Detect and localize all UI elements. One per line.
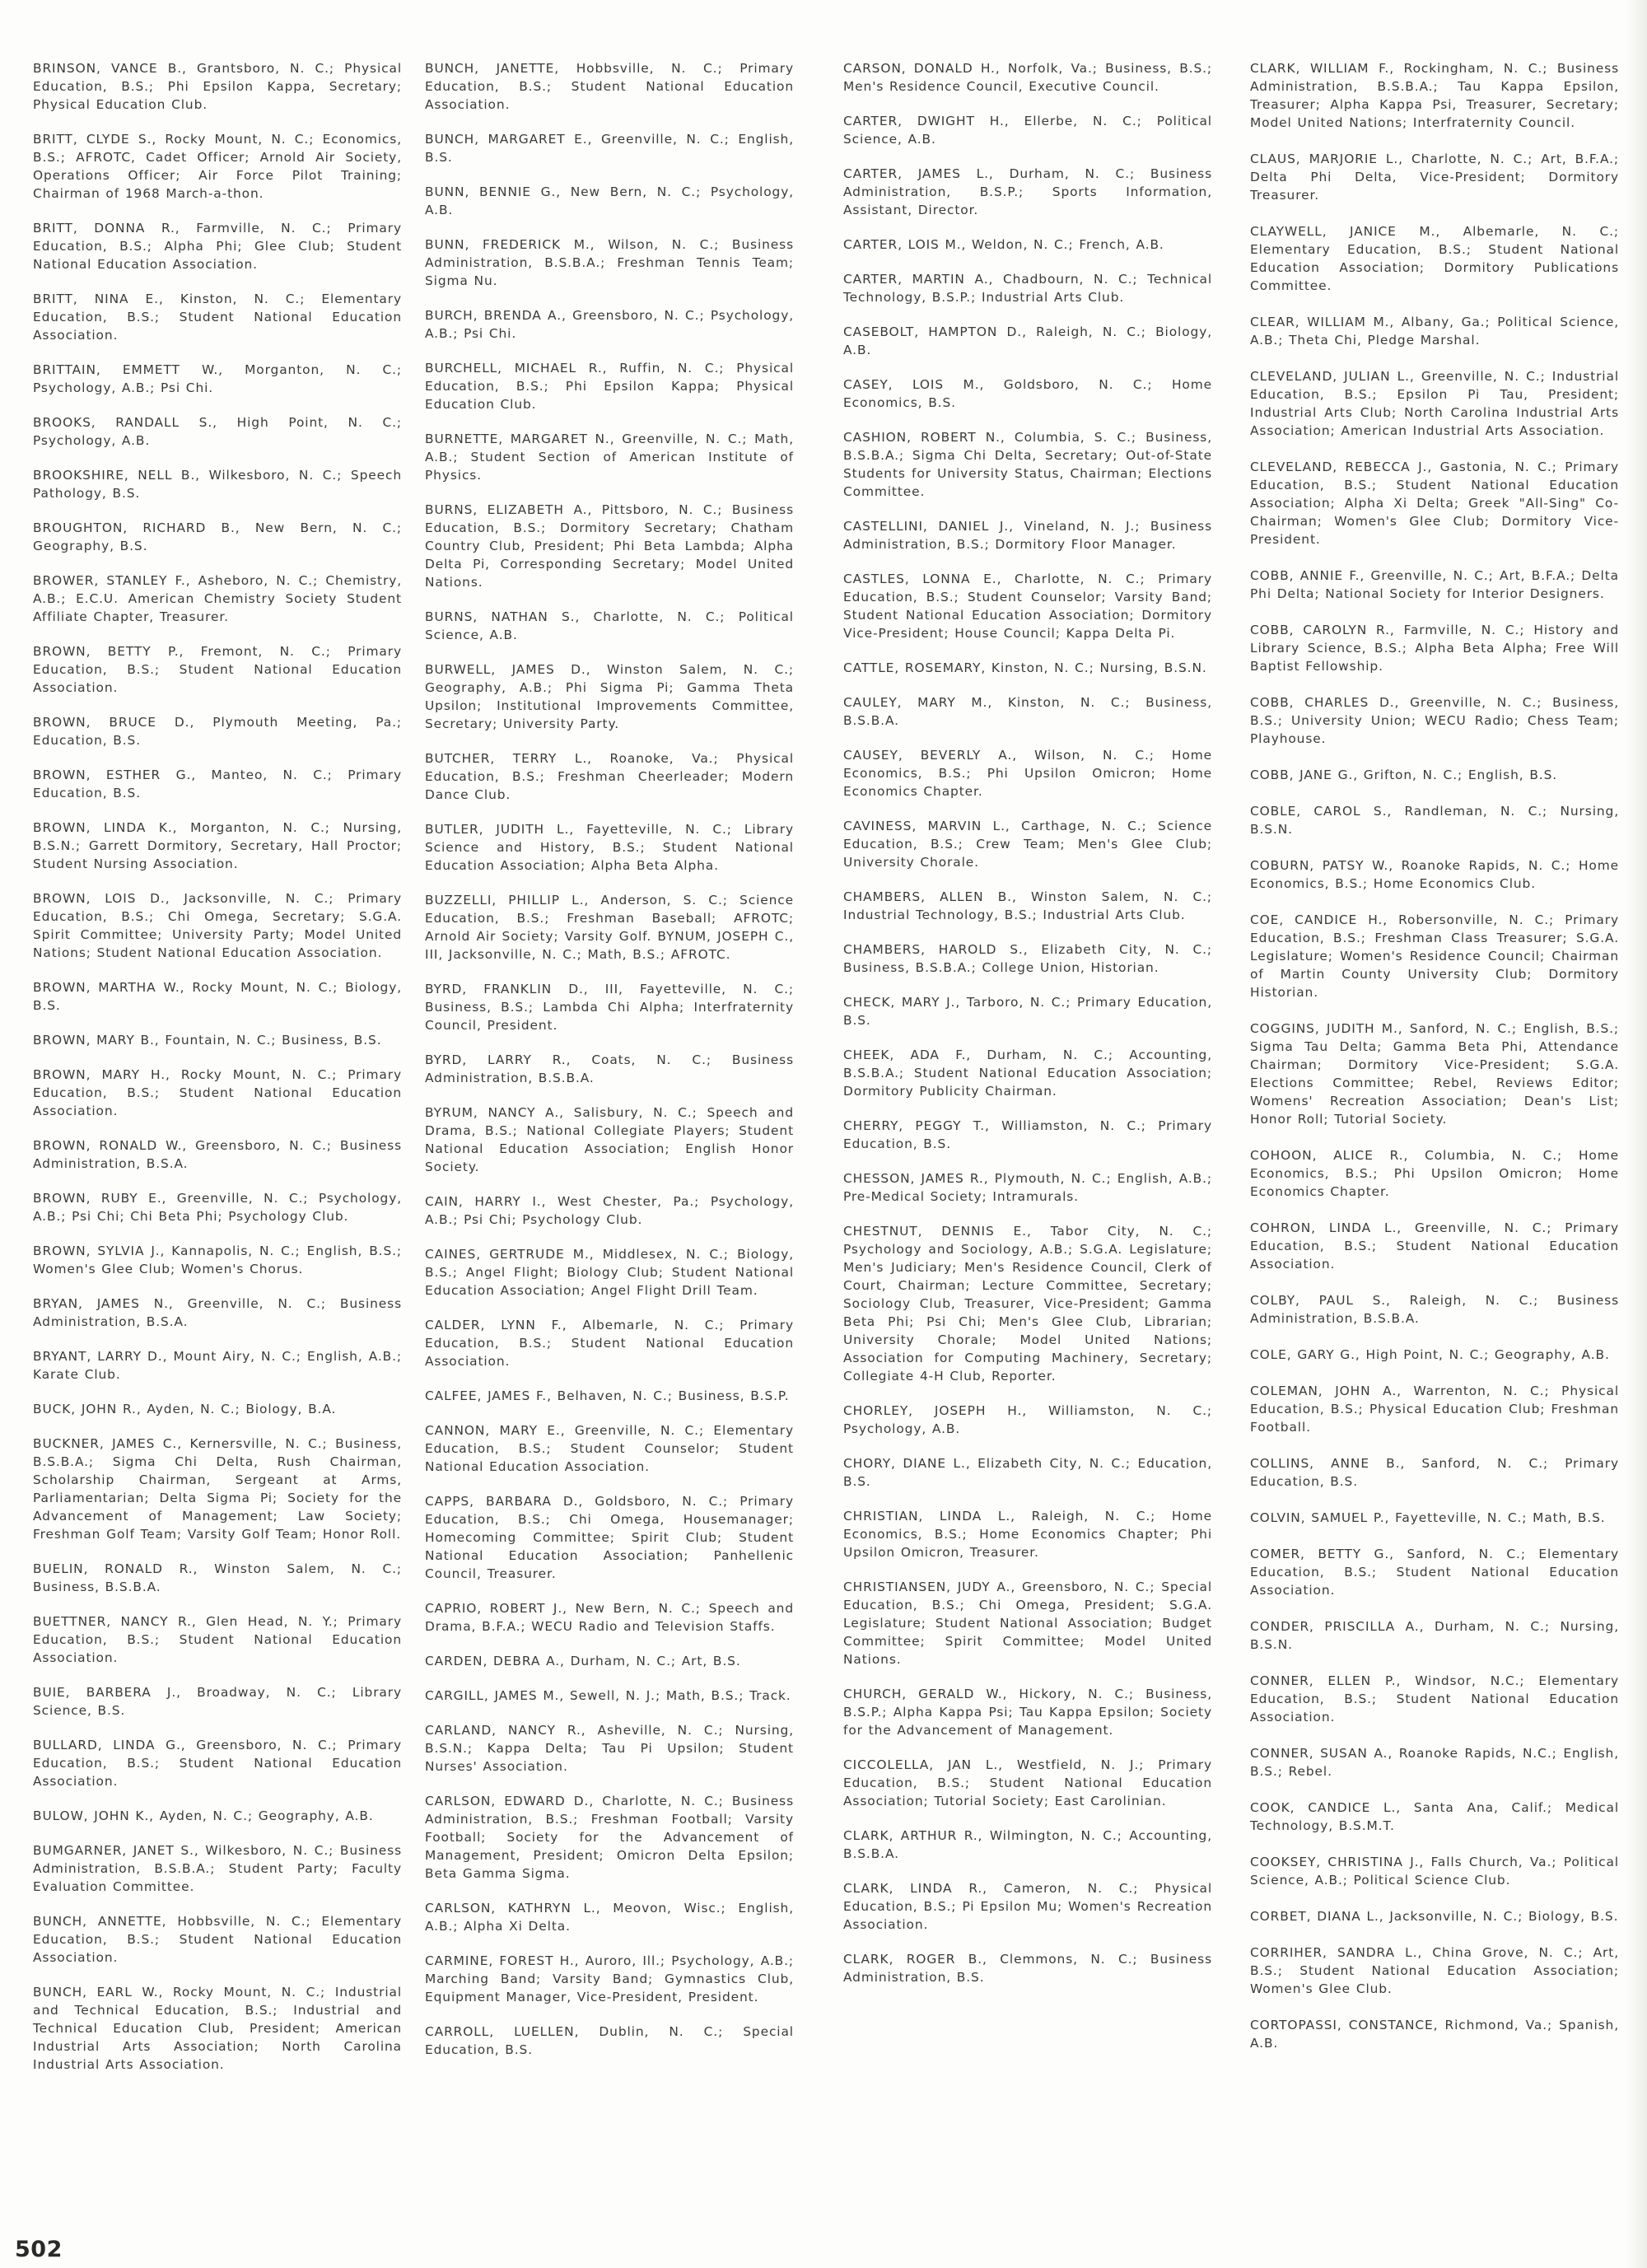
student-entry: COBLE, CAROL S., Randleman, N. C.; Nursing, B.S.N. [1250, 804, 1619, 837]
student-entry: CHAMBERS, ALLEN B., Winston Salem, N. C.; Industrial Technology, B.S.; Industrial Arts Club. [843, 889, 1212, 922]
student-entry: CLAYWELL, JANICE M., Albemarle, N. C.; Elementary Education, B.S.; Student National Education Association; Dormitory Publications Committee. [1250, 224, 1619, 293]
student-entry: COLLINS, ANNE B., Sanford, N. C.; Primary Education, B.S. [1250, 1456, 1619, 1489]
student-entry: BROWN, BETTY P., Fremont, N. C.; Primary Education, B.S.; Student National Education Association. [33, 644, 402, 695]
student-entry: BULOW, JOHN K., Ayden, N. C.; Geography, A.B. [33, 1808, 374, 1823]
student-entry: CHESSON, JAMES R., Plymouth, N. C.; English, A.B.; Pre-Medical Society; Intramurals. [843, 1171, 1212, 1204]
student-entry: COBB, ANNIE F., Greenville, N. C.; Art, B.F.A.; Delta Phi Delta; National Society for Interior Designers. [1250, 568, 1619, 601]
column-4 [1250, 59, 1619, 2070]
student-entry: BROWN, MARTHA W., Rocky Mount, N. C.; Biology, B.S. [33, 980, 402, 1013]
student-entry: BROWN, SYLVIA J., Kannapolis, N. C.; English, B.S.; Women's Glee Club; Women's Chorus. [33, 1244, 402, 1276]
student-entry: CASHION, ROBERT N., Columbia, S. C.; Business, B.S.B.A.; Sigma Chi Delta, Secretary; Out-of-State Students for University Status, Chairman; Elections Committee. [843, 430, 1212, 499]
student-entry: CANNON, MARY E., Greenville, N. C.; Elementary Education, B.S.; Student Counselor; Student National Education Association. [425, 1423, 794, 1474]
student-entry: CAPRIO, ROBERT J., New Bern, N. C.; Speech and Drama, B.F.A.; WECU Radio and Television Staffs. [425, 1601, 794, 1634]
student-entry: CARTER, LOIS M., Weldon, N. C.; French, A.B. [843, 237, 1164, 252]
student-entry: CARMINE, FOREST H., Auroro, Ill.; Psychology, A.B.; Marching Band; Varsity Band; Gymnastics Club, Equipment Manager, Vice-President, President. [425, 1953, 794, 2004]
student-entry: COE, CANDICE H., Robersonville, N. C.; Primary Education, B.S.; Freshman Class Treasurer; S.G.A. Legislature; Women's Residence Council; Chairman of Martin County University Club; Dormitory Historian. [1250, 912, 1619, 1000]
student-entry: BURNETTE, MARGARET N., Greenville, N. C.; Math, A.B.; Student Section of American Institute of Physics. [425, 432, 794, 483]
student-entry: BROWN, ESTHER G., Manteo, N. C.; Primary Education, B.S. [33, 768, 402, 800]
student-entry: COLE, GARY G., High Point, N. C.; Geography, A.B. [1250, 1347, 1610, 1362]
student-entry: CASTLES, LONNA E., Charlotte, N. C.; Primary Education, B.S.; Student Counselor; Varsity Band; Student National Education Association; Dormitory Vice-President; House Council; Kappa Delta Pi. [843, 572, 1212, 641]
student-entry: CORTOPASSI, CONSTANCE, Richmond, Va.; Spanish, A.B. [1250, 2018, 1619, 2051]
student-entry: BYRD, FRANKLIN D., III, Fayetteville, N. C.; Business, B.S.; Lambda Chi Alpha; Interfraternity Council, President. [425, 982, 794, 1033]
student-entry: BUNCH, ANNETTE, Hobbsville, N. C.; Elementary Education, B.S.; Student National Education Association. [33, 1914, 402, 1965]
student-entry: CALDER, LYNN F., Albemarle, N. C.; Primary Education, B.S.; Student National Education Association. [425, 1318, 794, 1369]
student-entry: BROWN, LINDA K., Morganton, N. C.; Nursing, B.S.N.; Garrett Dormitory, Secretary, Hall Proctor; Student Nursing Association. [33, 820, 402, 871]
student-entry: COHOON, ALICE R., Columbia, N. C.; Home Economics, B.S.; Phi Upsilon Omicron; Home Economics Chapter. [1250, 1148, 1619, 1199]
student-entry: CLEVELAND, REBECCA J., Gastonia, N. C.; Primary Education, B.S.; Student National Education Association; Alpha Xi Delta; Greek "All-Sing" Co-Chairman; Women's Glee Club; Dormitory Vice-President. [1250, 460, 1619, 547]
student-entry: BUETTNER, NANCY R., Glen Head, N. Y.; Primary Education, B.S.; Student National Education Association. [33, 1614, 402, 1665]
student-entry: BURNS, NATHAN S., Charlotte, N. C.; Political Science, A.B. [425, 609, 794, 642]
student-entry: BURCHELL, MICHAEL R., Ruffin, N. C.; Physical Education, B.S.; Phi Epsilon Kappa; Physical Education Club. [425, 361, 794, 412]
student-entry: BRYAN, JAMES N., Greenville, N. C.; Business Administration, B.S.A. [33, 1296, 402, 1329]
student-entry: BROWN, BRUCE D., Plymouth Meeting, Pa.; Education, B.S. [33, 715, 402, 748]
student-entry: COOK, CANDICE L., Santa Ana, Calif.; Medical Technology, B.S.M.T. [1250, 1800, 1619, 1833]
student-entry: CARSON, DONALD H., Norfolk, Va.; Business, B.S.; Men's Residence Council, Executive Council. [843, 61, 1212, 94]
student-entry: BROOKSHIRE, NELL B., Wilkesboro, N. C.; Speech Pathology, B.S. [33, 468, 402, 501]
student-entry: CASTELLINI, DANIEL J., Vineland, N. J.; Business Administration, B.S.; Dormitory Floor Manager. [843, 519, 1212, 552]
student-entry: CARLSON, EDWARD D., Charlotte, N. C.; Business Administration, B.S.; Freshman Football; Varsity Football; Society for the Advancement of Management, President; Omicron Delta Epsilon; Beta Gamma Sigma. [425, 1794, 794, 1881]
student-entry: CARLAND, NANCY R., Asheville, N. C.; Nursing, B.S.N.; Kappa Delta; Tau Pi Upsilon; Student Nurses' Association. [425, 1723, 794, 1774]
student-entry: BYRD, LARRY R., Coats, N. C.; Business Administration, B.S.B.A. [425, 1052, 794, 1085]
student-entry: CHEEK, ADA F., Durham, N. C.; Accounting, B.S.B.A.; Student National Education Association; Dormitory Publicity Chairman. [843, 1048, 1212, 1099]
student-entry: CHORY, DIANE L., Elizabeth City, N. C.; Education, B.S. [843, 1456, 1212, 1489]
student-entry: BUELIN, RONALD R., Winston Salem, N. C.; Business, B.S.B.A. [33, 1561, 402, 1594]
student-entry: BURCH, BRENDA A., Greensboro, N. C.; Psychology, A.B.; Psi Chi. [425, 308, 794, 341]
student-entry: BROUGHTON, RICHARD B., New Bern, N. C.; Geography, B.S. [33, 520, 402, 553]
student-entry: BURNS, ELIZABETH A., Pittsboro, N. C.; Business Education, B.S.; Dormitory Secretary; Chatham Country Club, President; Phi Beta Lambda; Alpha Delta Pi, Corresponding Secretary; Model United Nations. [425, 502, 794, 590]
student-entry: BYRUM, NANCY A., Salisbury, N. C.; Speech and Drama, B.S.; National Collegiate Players; Student National Education Association; English Honor Society. [425, 1105, 794, 1174]
student-entry: CICCOLELLA, JAN L., Westfield, N. J.; Primary Education, B.S.; Student National Education Association; Tutorial Society; East Carolinian. [843, 1757, 1212, 1808]
student-entry: COMER, BETTY G., Sanford, N. C.; Elementary Education, B.S.; Student National Education Association. [1250, 1547, 1619, 1598]
student-entry: BROWN, MARY H., Rocky Mount, N. C.; Primary Education, B.S.; Student National Education Association. [33, 1067, 402, 1118]
student-entry: BUTLER, JUDITH L., Fayetteville, N. C.; Library Science and History, B.S.; Student National Education Association; Alpha Beta Alpha. [425, 822, 794, 873]
student-entry: CARDEN, DEBRA A., Durham, N. C.; Art, B.S. [425, 1654, 741, 1668]
student-entry: COLVIN, SAMUEL P., Fayetteville, N. C.; Math, B.S. [1250, 1510, 1606, 1525]
student-entry: COLEMAN, JOHN A., Warrenton, N. C.; Physical Education, B.S.; Physical Education Club; Freshman Football. [1250, 1384, 1619, 1435]
student-entry: CARROLL, LUELLEN, Dublin, N. C.; Special Education, B.S. [425, 2024, 794, 2057]
student-entry: COOKSEY, CHRISTINA J., Falls Church, Va.; Political Science, A.B.; Political Science Club. [1250, 1855, 1619, 1888]
student-entry: BROWN, RONALD W., Greensboro, N. C.; Business Administration, B.S.A. [33, 1138, 402, 1171]
student-entry: CLAUS, MARJORIE L., Charlotte, N. C.; Art, B.F.A.; Delta Phi Delta, Vice-President; Dormitory Treasurer. [1250, 152, 1619, 203]
student-entry: BRITT, DONNA R., Farmville, N. C.; Primary Education, B.S.; Alpha Phi; Glee Club; Student National Education Association. [33, 221, 402, 272]
student-entry: BUNCH, JANETTE, Hobbsville, N. C.; Primary Education, B.S.; Student National Education Association. [425, 61, 794, 112]
student-entry: CONDER, PRISCILLA A., Durham, N. C.; Nursing, B.S.N. [1250, 1619, 1619, 1652]
page-edge-shadow [1626, 0, 1647, 2268]
student-entry: CHESTNUT, DENNIS E., Tabor City, N. C.; Psychology and Sociology, A.B.; S.G.A. Legislature; Men's Judiciary; Men's Residence Council, Clerk of Court, Chairman; Lecture Committee, Secretary; Sociology Club, Treasurer, Vice-President; Gamma Beta Phi; Psi Chi; Men's Glee Club, Librarian; University Chorale; Model United Nations; Association for Computing Machinery, Secretary; Collegiate 4-H Club, Reporter. [843, 1224, 1212, 1384]
student-entry: CHRISTIAN, LINDA L., Raleigh, N. C.; Home Economics, B.S.; Home Economics Chapter; Phi Upsilon Omicron, Treasurer. [843, 1509, 1212, 1560]
student-entry: CONNER, ELLEN P., Windsor, N.C.; Elementary Education, B.S.; Student National Education Association. [1250, 1673, 1619, 1724]
student-entry: CONNER, SUSAN A., Roanoke Rapids, N.C.; English, B.S.; Rebel. [1250, 1746, 1619, 1779]
student-entry: BURWELL, JAMES D., Winston Salem, N. C.; Geography, A.B.; Phi Sigma Pi; Gamma Theta Upsilon; Institutional Improvements Committee, Secretary; University Party. [425, 662, 794, 731]
student-entry: COBB, CHARLES D., Greenville, N. C.; Business, B.S.; University Union; WECU Radio; Chess Team; Playhouse. [1250, 695, 1619, 746]
student-entry: CAUSEY, BEVERLY A., Wilson, N. C.; Home Economics, B.S.; Phi Upsilon Omicron; Home Economics Chapter. [843, 748, 1212, 799]
student-entry: CARTER, JAMES L., Durham, N. C.; Business Administration, B.S.P.; Sports Information, Assistant, Director. [843, 166, 1212, 217]
student-entry: CLEAR, WILLIAM M., Albany, Ga.; Political Science, A.B.; Theta Chi, Pledge Marshal. [1250, 315, 1619, 348]
student-entry: CASEY, LOIS M., Goldsboro, N. C.; Home Economics, B.S. [843, 377, 1212, 410]
student-entry: BRYANT, LARRY D., Mount Airy, N. C.; English, A.B.; Karate Club. [33, 1349, 402, 1382]
student-entry: BRITT, NINA E., Kinston, N. C.; Elementary Education, B.S.; Student National Education Association. [33, 292, 402, 343]
student-entry: COGGINS, JUDITH M., Sanford, N. C.; English, B.S.; Sigma Tau Delta; Gamma Beta Phi, Attendance Chairman; Dormitory Vice-President; S.G.A. Elections Committee; Rebel, Reviews Editor; Womens' Recreation Association; Dean's List; Honor Roll; Tutorial Society. [1250, 1021, 1619, 1127]
student-entry: CALFEE, JAMES F., Belhaven, N. C.; Business, B.S.P. [425, 1388, 790, 1403]
student-entry: CHAMBERS, HAROLD S., Elizabeth City, N. C.; Business, B.S.B.A.; College Union, Historian. [843, 942, 1212, 975]
student-entry: CHURCH, GERALD W., Hickory, N. C.; Business, B.S.P.; Alpha Kappa Psi; Tau Kappa Epsilon; Society for the Advancement of Management. [843, 1687, 1212, 1738]
student-entry: CAPPS, BARBARA D., Goldsboro, N. C.; Primary Education, B.S.; Chi Omega, Housemanager; Homecoming Committee; Spirit Club; Student National Education Association; Panhellenic Council, Treasurer. [425, 1494, 794, 1581]
student-entry: BROOKS, RANDALL S., High Point, N. C.; Psychology, A.B. [33, 415, 402, 448]
student-entry: BUTCHER, TERRY L., Roanoke, Va.; Physical Education, B.S.; Freshman Cheerleader; Modern Dance Club. [425, 751, 794, 802]
student-entry: CASEBOLT, HAMPTON D., Raleigh, N. C.; Biology, A.B. [843, 324, 1212, 357]
column-2 [425, 59, 794, 2075]
student-entry: COHRON, LINDA L., Greenville, N. C.; Primary Education, B.S.; Student National Education Association. [1250, 1220, 1619, 1272]
student-entry: CHECK, MARY J., Tarboro, N. C.; Primary Education, B.S. [843, 995, 1212, 1028]
student-entry: CAVINESS, MARVIN L., Carthage, N. C.; Science Education, B.S.; Crew Team; Men's Glee Club; University Chorale. [843, 819, 1212, 870]
student-entry: CORBET, DIANA L., Jacksonville, N. C.; Biology, B.S. [1250, 1909, 1619, 1924]
student-entry: BUZZELLI, PHILLIP L., Anderson, S. C.; Science Education, B.S.; Freshman Baseball; AFROTC; Arnold Air Society; Varsity Golf. BYNUM, JOSEPH C., III, Jacksonville, N. C.; Math, B.S.; AFROTC. [425, 893, 794, 962]
student-entry: COBB, JANE G., Grifton, N. C.; English, B.S. [1250, 768, 1558, 782]
page-number: 502 [15, 2237, 63, 2262]
student-entry: CLEVELAND, JULIAN L., Greenville, N. C.; Industrial Education, B.S.; Epsilon Pi Tau, President; Industrial Arts Club; North Carolina Industrial Arts Association; American Industrial Arts Association. [1250, 369, 1619, 438]
student-entry: CLARK, WILLIAM F., Rockingham, N. C.; Business Administration, B.S.B.A.; Tau Kappa Epsilon, Treasurer; Alpha Kappa Psi, Treasurer, Secretary; Model United Nations; Interfraternity Council. [1250, 61, 1619, 130]
student-entry: CLARK, ARTHUR R., Wilmington, N. C.; Accounting, B.S.B.A. [843, 1828, 1212, 1861]
student-entry: BULLARD, LINDA G., Greensboro, N. C.; Primary Education, B.S.; Student National Education Association. [33, 1738, 402, 1789]
student-entry: BUCK, JOHN R., Ayden, N. C.; Biology, B.A. [33, 1402, 337, 1416]
student-entry: CARLSON, KATHRYN L., Meovon, Wisc.; English, A.B.; Alpha Xi Delta. [425, 1901, 794, 1934]
student-entry: BROWN, LOIS D., Jacksonville, N. C.; Primary Education, B.S.; Chi Omega, Secretary; S.G.A. Spirit Committee; University Party; Model United Nations; Student National Education Association. [33, 891, 402, 960]
column-1 [33, 59, 402, 2090]
student-entry: BUNCH, MARGARET E., Greenville, N. C.; English, B.S. [425, 132, 794, 165]
student-entry: BUCKNER, JAMES C., Kernersville, N. C.; Business, B.S.B.A.; Sigma Chi Delta, Rush Chairman, Scholarship Chairman, Sergeant at Arms, Parliamentarian; Delta Sigma Pi; Society for the Advancement of Management; Law Society; Freshman Golf Team; Varsity Golf Team; Honor Roll. [33, 1436, 402, 1542]
student-entry: CHRISTIANSEN, JUDY A., Greensboro, N. C.; Special Education, B.S.; Chi Omega, President; S.G.A. Legislature; Student National Association; Budget Committee; Spirit Committee; Model United Nations. [843, 1580, 1212, 1667]
student-entry: BUIE, BARBERA J., Broadway, N. C.; Library Science, B.S. [33, 1685, 402, 1718]
student-entry: CLARK, LINDA R., Cameron, N. C.; Physical Education, B.S.; Pi Epsilon Mu; Women's Recreation Association. [843, 1881, 1212, 1932]
student-entry: BRITTAIN, EMMETT W., Morganton, N. C.; Psychology, A.B.; Psi Chi. [33, 362, 402, 395]
student-entry: BRINSON, VANCE B., Grantsboro, N. C.; Physical Education, B.S.; Phi Epsilon Kappa, Secretary; Physical Education Club. [33, 61, 402, 112]
column-3 [843, 59, 1212, 2003]
student-entry: CAULEY, MARY M., Kinston, N. C.; Business, B.S.B.A. [843, 695, 1212, 728]
student-entry: CATTLE, ROSEMARY, Kinston, N. C.; Nursing, B.S.N. [843, 660, 1207, 675]
student-entry: CLARK, ROGER B., Clemmons, N. C.; Business Administration, B.S. [843, 1952, 1212, 1985]
student-entry: CARTER, DWIGHT H., Ellerbe, N. C.; Political Science, A.B. [843, 114, 1212, 147]
student-entry: CAINES, GERTRUDE M., Middlesex, N. C.; Biology, B.S.; Angel Flight; Biology Club; Student National Education Association; Angel Flight Drill Team. [425, 1247, 794, 1298]
student-entry: CORRIHER, SANDRA L., China Grove, N. C.; Art, B.S.; Student National Education Association; Women's Glee Club. [1250, 1945, 1619, 1996]
student-entry: BROWN, MARY B., Fountain, N. C.; Business, B.S. [33, 1033, 382, 1048]
student-entry: BROWN, RUBY E., Greenville, N. C.; Psychology, A.B.; Psi Chi; Chi Beta Phi; Psychology Club. [33, 1191, 402, 1224]
student-entry: BUNCH, EARL W., Rocky Mount, N. C.; Industrial and Technical Education, B.S.; Industrial and Technical Education Club, President; American Industrial Arts Association; North Carolina Industrial Arts Association. [33, 1985, 402, 2072]
student-entry: CARTER, MARTIN A., Chadbourn, N. C.; Technical Technology, B.S.P.; Industrial Arts Club. [843, 272, 1212, 305]
student-entry: BRITT, CLYDE S., Rocky Mount, N. C.; Economics, B.S.; AFROTC, Cadet Officer; Arnold Air Society, Operations Officer; Air Force Pilot Training; Chairman of 1968 March-a-thon. [33, 132, 402, 201]
student-entry: COBURN, PATSY W., Roanoke Rapids, N. C.; Home Economics, B.S.; Home Economics Club. [1250, 858, 1619, 891]
student-entry: BUNN, FREDERICK M., Wilson, N. C.; Business Administration, B.S.B.A.; Freshman Tennis Team; Sigma Nu. [425, 237, 794, 288]
student-entry: BROWER, STANLEY F., Asheboro, N. C.; Chemistry, A.B.; E.C.U. American Chemistry Society Student Affiliate Chapter, Treasurer. [33, 573, 402, 624]
student-entry: CAIN, HARRY I., West Chester, Pa.; Psychology, A.B.; Psi Chi; Psychology Club. [425, 1194, 794, 1227]
student-entry: CHERRY, PEGGY T., Williamston, N. C.; Primary Education, B.S. [843, 1118, 1212, 1151]
student-entry: CARGILL, JAMES M., Sewell, N. J.; Math, B.S.; Track. [425, 1688, 791, 1703]
student-entry: BUMGARNER, JANET S., Wilkesboro, N. C.; Business Administration, B.S.B.A.; Student Party; Faculty Evaluation Committee. [33, 1843, 402, 1894]
student-entry: COBB, CAROLYN R., Farmville, N. C.; History and Library Science, B.S.; Alpha Beta Alpha; Free Will Baptist Fellowship. [1250, 623, 1619, 674]
student-entry: BUNN, BENNIE G., New Bern, N. C.; Psychology, A.B. [425, 184, 794, 217]
student-entry: COLBY, PAUL S., Raleigh, N. C.; Business Administration, B.S.B.A. [1250, 1293, 1619, 1326]
student-entry: CHORLEY, JOSEPH H., Williamston, N. C.; Psychology, A.B. [843, 1403, 1212, 1436]
